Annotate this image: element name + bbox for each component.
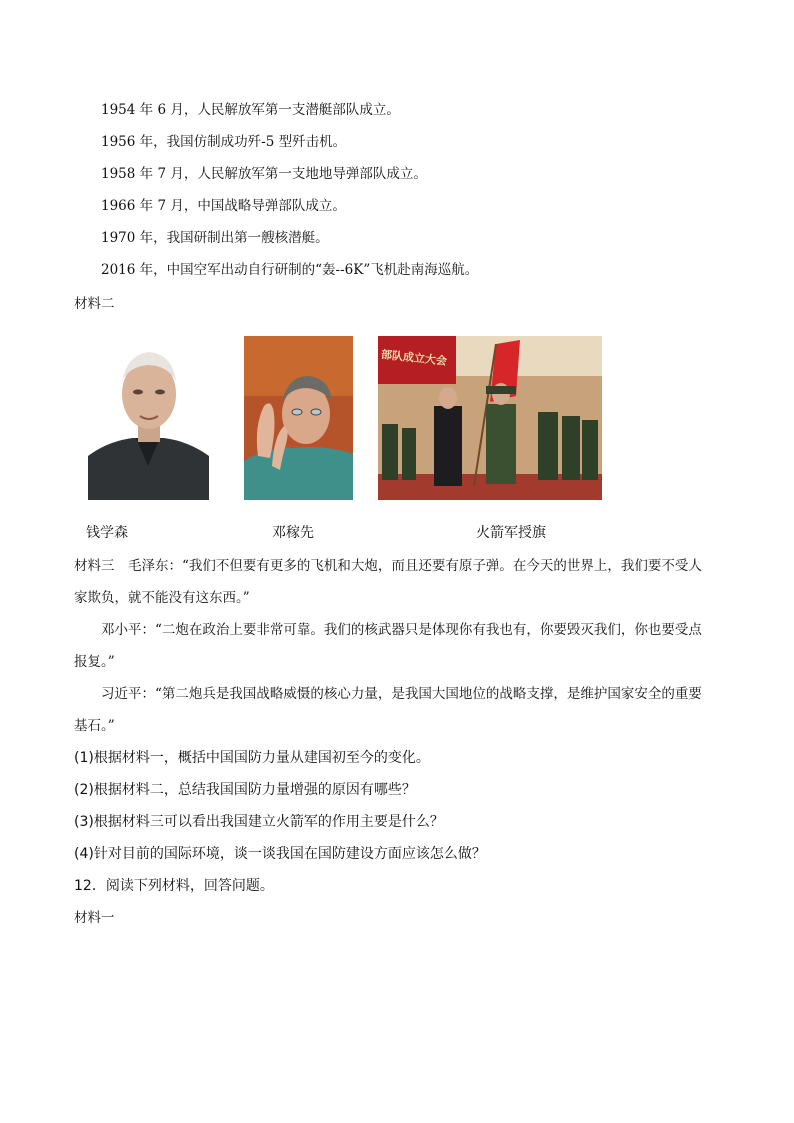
xi-quote-line1: 习近平：“第二炮兵是我国战略威慑的核心力量，是我国大国地位的战略支撑，是维护国家安全的重要 — [101, 686, 702, 702]
photo-qian-xuesen — [88, 336, 209, 500]
xi-quote-line2: 基石。” — [74, 718, 115, 734]
timeline-item: 1956 年，我国仿制成功歼-5 型歼击机。 — [101, 134, 347, 150]
banner-text: 部队成立大会 — [380, 347, 448, 368]
question-2: (2)根据材料二，总结我国国防力量增强的原因有哪些？ — [74, 782, 416, 798]
timeline-item: 1966 年 7 月，中国战略导弹部队成立。 — [101, 198, 346, 214]
material-1-label: 材料一 — [74, 910, 115, 926]
mao-quote-line1: 材料三 毛泽东：“我们不但要有更多的飞机和大炮，而且还要有原子弹。在今天的世界上，我们要不受人 — [74, 558, 702, 574]
deng-quote-line2: 报复。” — [74, 654, 115, 670]
material-2-label: 材料二 — [74, 296, 115, 312]
timeline-item: 2016 年，中国空军出动自行研制的“轰--6K”飞机赴南海巡航。 — [101, 262, 479, 278]
caption-rocket-force: 火箭军授旗 — [476, 525, 546, 541]
caption-qian-xuesen: 钱学森 — [86, 525, 128, 541]
mao-quote-line2: 家欺负，就不能没有这东西。” — [74, 590, 250, 606]
caption-deng-jiaxian: 邓稼先 — [272, 525, 314, 541]
timeline-item: 1970 年，我国研制出第一艘核潜艇。 — [101, 230, 329, 246]
timeline-item: 1954 年 6 月，人民解放军第一支潜艇部队成立。 — [101, 102, 400, 118]
question-1: (1)根据材料一，概括中国国防力量从建国初至今的变化。 — [74, 750, 430, 766]
question-4: (4)针对目前的国际环境，谈一谈我国在国防建设方面应该怎么做？ — [74, 846, 486, 862]
timeline-item: 1958 年 7 月，人民解放军第一支地地导弹部队成立。 — [101, 166, 427, 182]
question-3: (3)根据材料三可以看出我国建立火箭军的作用主要是什么？ — [74, 814, 444, 830]
photo-deng-jiaxian — [244, 336, 353, 500]
question-12-heading: 12．阅读下列材料，回答问题。 — [74, 878, 274, 894]
deng-quote-line1: 邓小平：“二炮在政治上要非常可靠。我们的核武器只是体现你有我也有，你要毁灭我们，你也要受点 — [101, 622, 702, 638]
